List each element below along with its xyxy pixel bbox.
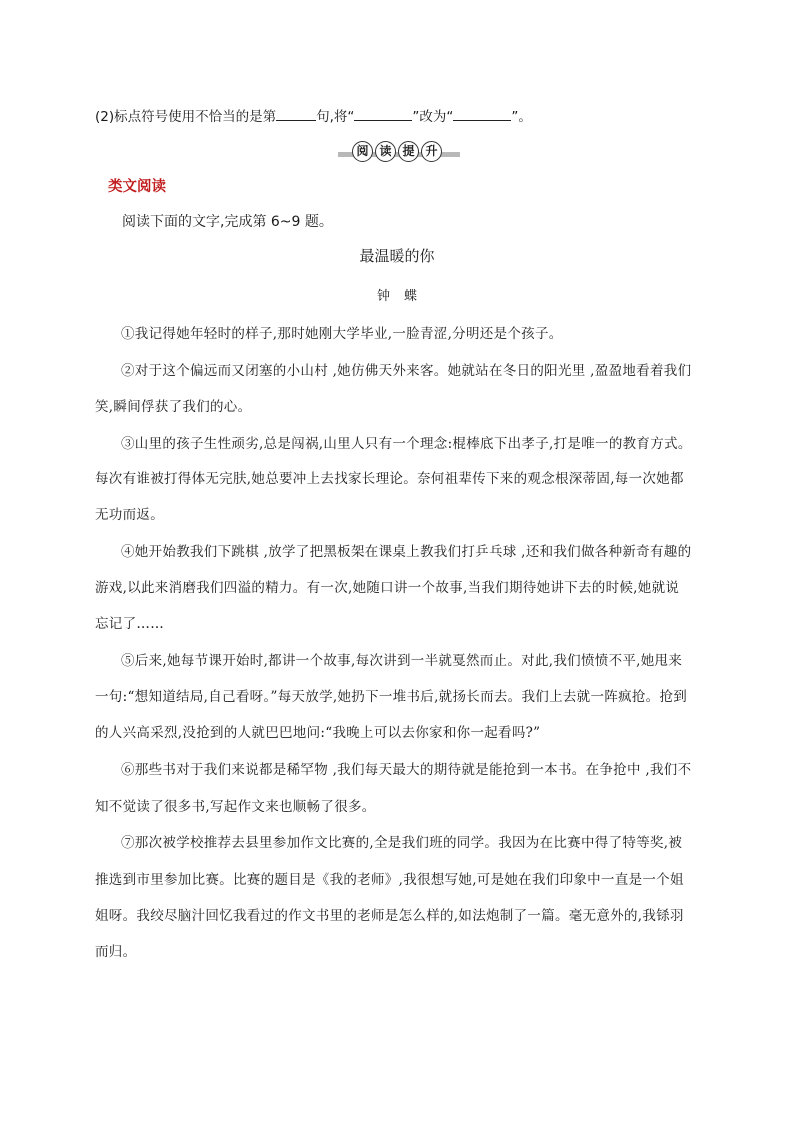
paragraph-line: 而归。: [95, 944, 137, 960]
banner-char: 升: [421, 141, 442, 162]
answer-blank-sentence[interactable]: [276, 108, 316, 121]
paragraph-line: ①我记得她年轻时的样子,那时她刚大学毕业,一脸青涩,分明还是个孩子。: [121, 326, 563, 342]
paragraph-line: 知不觉读了很多书,写起作文来也顺畅了很多。: [95, 799, 376, 815]
paragraph-line: 姐呀。我绞尽脑汁回忆我看过的作文书里的老师是怎么样的,如法炮制了一篇。毫无意外的,我铩羽: [95, 908, 684, 924]
paragraph-line: 推选到市里参加比赛。比赛的题目是《我的老师》,我很想写她,可是她在我们印象中一直是一个姐: [95, 872, 684, 888]
paragraph-line: ⑥那些书对于我们来说都是稀罕物 ,我们每天最大的期待就是能抢到一本书。在争抢中 ,我们不: [121, 762, 692, 778]
paragraph-line: 忘记了……: [95, 616, 164, 632]
paragraph-line: ④她开始教我们下跳棋 ,放学了把黑板架在课桌上教我们打乒乓球 ,还和我们做各种新奇有趣的: [121, 544, 692, 560]
banner-chars: [352, 141, 442, 162]
section-banner: [338, 141, 460, 161]
question-2: [95, 105, 532, 125]
paragraph-line: 游戏,以此来消磨我们四溢的精力。有一次,她随口讲一个故事,当我们期待她讲下去的时候,她就说: [95, 580, 680, 596]
section-title: 类文阅读: [108, 179, 166, 195]
banner-char: 阅: [352, 141, 373, 162]
banner-char: 读: [375, 141, 396, 162]
question-2-text-1: (2)标点符号使用不恰当的是第: [95, 109, 277, 125]
paragraph-line: 一句:“想知道结局,自己看呀。”每天放学,她扔下一堆书后,就扬长而去。我们上去就一阵疯抢。抢到: [95, 689, 688, 705]
paragraph-line: 笑,瞬间俘获了我们的心。: [95, 399, 252, 415]
answer-blank-corrected[interactable]: [453, 108, 511, 121]
article-title: 最温暖的你: [359, 247, 435, 265]
paragraph-line: ⑤后来,她每节课开始时,都讲一个故事,每次讲到一半就戛然而止。对此,我们愤愤不平,她甩来: [121, 653, 683, 669]
question-2-text-4: ”。: [511, 109, 532, 125]
paragraph-line: 每次有谁被打得体无完肤,她总要冲上去找家长理论。奈何祖辈传下来的观念根深蒂固,每一次她都: [95, 471, 684, 487]
paragraph-line: ⑦那次被学校推荐去县里参加作文比赛的,全是我们班的同学。我因为在比赛中得了特等奖,被: [121, 835, 683, 851]
paragraph-line: 的人兴高采烈,没抢到的人就巴巴地问:“我晚上可以去你家和你一起看吗?”: [95, 725, 541, 741]
paragraph-line: 无功而返。: [95, 507, 164, 523]
question-2-text-3: ”改为“: [412, 109, 454, 125]
answer-blank-original[interactable]: [354, 108, 412, 121]
paragraph-line: ③山里的孩子生性顽劣,总是闯祸,山里人只有一个理念:棍棒底下出孝子,打是唯一的教育方式。: [121, 436, 692, 452]
article-author: 钟蝶: [376, 289, 431, 304]
paragraph-line: ②对于这个偏远而又闭塞的小山村 ,她仿佛天外来客。她就站在冬日的阳光里 ,盈盈地看着我们: [121, 363, 692, 379]
banner-char: 提: [398, 141, 419, 162]
instruction: 阅读下面的文字,完成第 6~9 题。: [122, 214, 333, 230]
question-2-text-2: 句,将“: [316, 109, 355, 125]
